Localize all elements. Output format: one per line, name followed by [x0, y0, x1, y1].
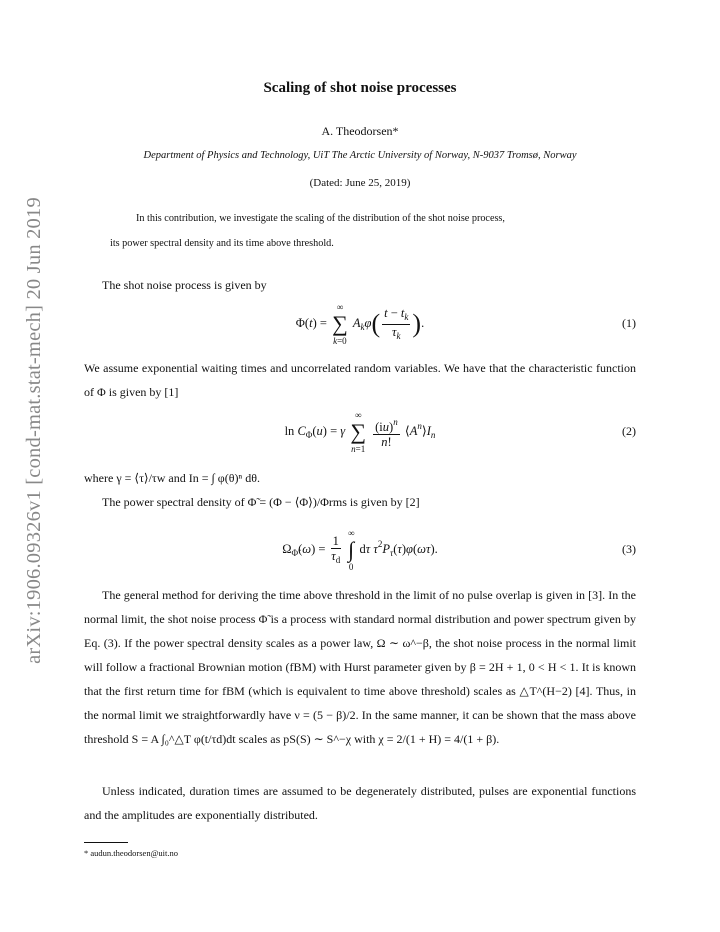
equation-1: [84, 302, 636, 352]
psd-intro: The power spectral density of Φ̃ = (Φ − ⟨Φ⟩)/Φrms is given by [2]: [102, 495, 420, 509]
footnote-rule: [84, 842, 128, 843]
equation-3-formula: $\Omega_{\Phĩ}(\omega)$ = $\frac{1}{\tau_d}$ ∞ ∫ 0 dτ $\tau^2P_\tau(\tau)\varphi(\omega\tau)$.: [282, 528, 438, 572]
affiliation: Department of Physics and Technology, UiT The Arctic University of Norway, N-9037 Tromsø, Norway: [143, 150, 577, 161]
intro-paragraph: [84, 273, 636, 297]
intro-text: The shot noise process is given by: [102, 278, 267, 292]
equation-2: [84, 410, 636, 460]
equation-3: [84, 528, 636, 578]
final-paragraph: [84, 779, 636, 827]
waiting-times-paragraph: [84, 356, 636, 404]
equation-2-number: (2): [622, 424, 636, 438]
arxiv-stamp-text: arXiv:1906.09326v1 [cond-mat.stat-mech] 20 Jun 2019: [22, 196, 45, 664]
final-paragraph-text: Unless indicated, duration times are assumed to be degenerately distributed, pulses are exponential functions and the amplitudes are exponentially distributed.: [84, 784, 636, 822]
main-paragraph-text: The general method for deriving the time above threshold in the limit of no pulse overlap is given in [3]. In the normal limit, the shot noise process Φ̃ is a process with standard normal distribution and power spectrum given by Eq. (3). If the power spectral density scales as a power law, Ω ∼ ω^−β, the shot noise process in the normal limit will follow a fractional Brownian motion (fBM) with Hurst parameter given by β = 2H + 1, 0 < H < 1. It is known that the first return time for fBM (which is equivalent to time above threshold) scales as △T^(H−2) [4]. Thus, in the normal limit we straightforwardly have ν = (5 − β)/2. In the same manner, it can be shown that the mass above threshold S = A ∫₀^△T φ(t/τd)dt scales as pS(S) ∼ S^−χ with χ = 2/(1 + H) = 4/(1 + β).: [84, 588, 636, 746]
equation-1-formula: Φ(t) = ∞ ∑ k=0 $A_k\varphi$( $\frac{t - t_k}{\tau_k}$ ).: [295, 302, 425, 346]
equation-3-number: (3): [622, 542, 636, 556]
abstract-line-2: its power spectral density and its time above threshold.: [110, 238, 334, 249]
main-paragraph: [84, 583, 636, 751]
equation-1-number: (1): [622, 316, 636, 330]
date-line: (Dated: June 25, 2019): [309, 177, 411, 189]
definitions-paragraph: [84, 466, 636, 514]
abstract-line-1: In this contribution, we investigate the scaling of the distribution of the shot noise process,: [136, 213, 505, 224]
paper-title: Scaling of shot noise processes: [263, 80, 457, 96]
footnote-email: * audun.theodorsen@uit.no: [84, 848, 178, 858]
where-line: where γ = ⟨τ⟩/τw and In = ∫ φ(θ)ⁿ dθ.: [84, 471, 260, 485]
author: A. Theodorsen*: [321, 124, 399, 138]
waiting-times-text: We assume exponential waiting times and uncorrelated random variables. We have that the characteristic function of Φ is given by [1]: [84, 361, 636, 399]
equation-2-formula: $\ln C_\Phi(u) = \gamma$ ∞ ∑ n=1 $\frac{(iu)^n}{n!}$ $⟨A^n⟩I_n$: [284, 410, 436, 454]
arxiv-stamp: [18, 170, 50, 690]
abstract: [110, 206, 610, 256]
